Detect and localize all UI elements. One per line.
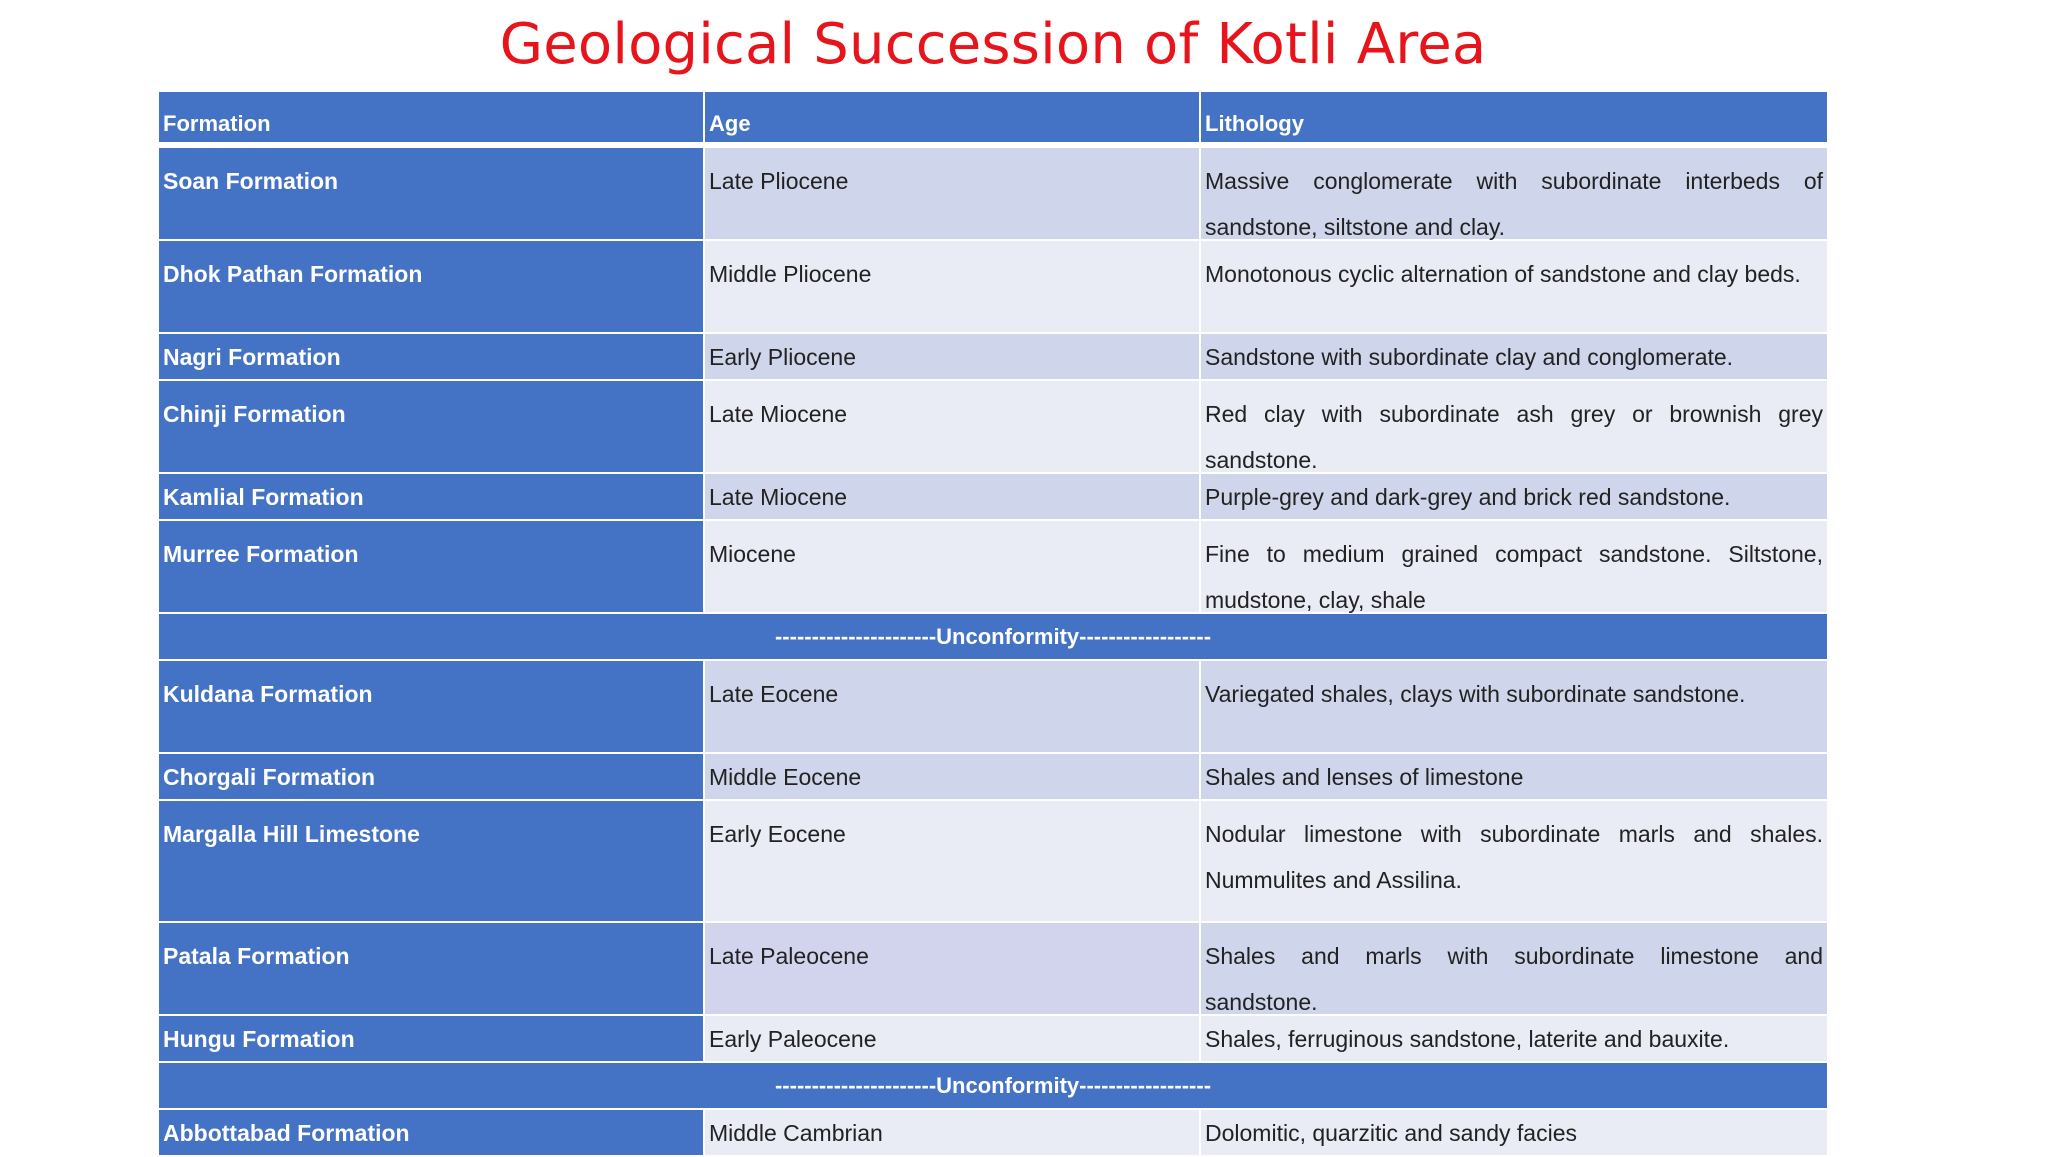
formation-cell: Margalla Hill Limestone [159,801,705,921]
age-cell: Late Miocene [705,474,1201,519]
age-cell: Late Paleocene [705,923,1201,1014]
header-lithology: Lithology [1201,92,1827,142]
table-row [159,801,1827,923]
lithology-cell: Massive conglomerate with subordinate interbeds of sandstone, siltstone and clay. [1201,148,1827,239]
age-cell: Early Eocene [705,801,1201,921]
lithology-cell: Red clay with subordinate ash grey or brownish grey sandstone. [1201,381,1827,472]
lithology-cell: Shales and lenses of limestone [1201,754,1827,799]
age-cell: Middle Cambrian [705,1110,1201,1155]
unconformity-label: ----------------------Unconformity------------------ [774,624,1212,649]
age-cell: Late Pliocene [705,148,1201,239]
header-age: Age [705,92,1201,142]
table-row [159,521,1827,614]
formation-cell: Kamlial Formation [159,474,705,519]
unconformity-row [159,614,1827,661]
lithology-cell: Shales and marls with subordinate limestone and sandstone. [1201,923,1827,1014]
table-row [159,754,1827,801]
lithology-cell: Nodular limestone with subordinate marls and shales. Nummulites and Assilina. [1201,801,1827,921]
table-row [159,334,1827,381]
formation-cell: Kuldana Formation [159,661,705,752]
formation-cell: Chorgali Formation [159,754,705,799]
lithology-cell: Sandstone with subordinate clay and conglomerate. [1201,334,1827,379]
table-row [159,661,1827,754]
formation-cell: Nagri Formation [159,334,705,379]
unconformity-row [159,1063,1827,1110]
table-row [159,241,1827,334]
formation-cell: Dhok Pathan Formation [159,241,705,332]
age-cell: Middle Eocene [705,754,1201,799]
table-row [159,474,1827,521]
formation-cell: Soan Formation [159,148,705,239]
unconformity-label: ----------------------Unconformity------------------ [774,1073,1212,1098]
lithology-cell: Fine to medium grained compact sandstone. Siltstone, mudstone, clay, shale [1201,521,1827,612]
geology-table [159,92,1827,1157]
header-formation: Formation [159,92,705,142]
lithology-cell: Dolomitic, quarzitic and sandy facies [1201,1110,1827,1155]
table-header-row [159,92,1827,148]
lithology-cell: Monotonous cyclic alternation of sandstone and clay beds. [1201,241,1827,332]
formation-cell: Chinji Formation [159,381,705,472]
table-row [159,381,1827,474]
table-row [159,148,1827,241]
table-row [159,923,1827,1016]
age-cell: Miocene [705,521,1201,612]
age-cell: Early Paleocene [705,1016,1201,1061]
age-cell: Early Pliocene [705,334,1201,379]
age-cell: Middle Pliocene [705,241,1201,332]
age-cell: Late Miocene [705,381,1201,472]
table-row [159,1110,1827,1157]
lithology-cell: Variegated shales, clays with subordinate sandstone. [1201,661,1827,752]
table-row [159,1016,1827,1063]
age-cell: Late Eocene [705,661,1201,752]
formation-cell: Murree Formation [159,521,705,612]
page-title: Geological Succession of Kotli Area [499,12,1487,77]
lithology-cell: Shales, ferruginous sandstone, laterite and bauxite. [1201,1016,1827,1061]
formation-cell: Patala Formation [159,923,705,1014]
formation-cell: Hungu Formation [159,1016,705,1061]
lithology-cell: Purple-grey and dark-grey and brick red sandstone. [1201,474,1827,519]
formation-cell: Abbottabad Formation [159,1110,705,1155]
